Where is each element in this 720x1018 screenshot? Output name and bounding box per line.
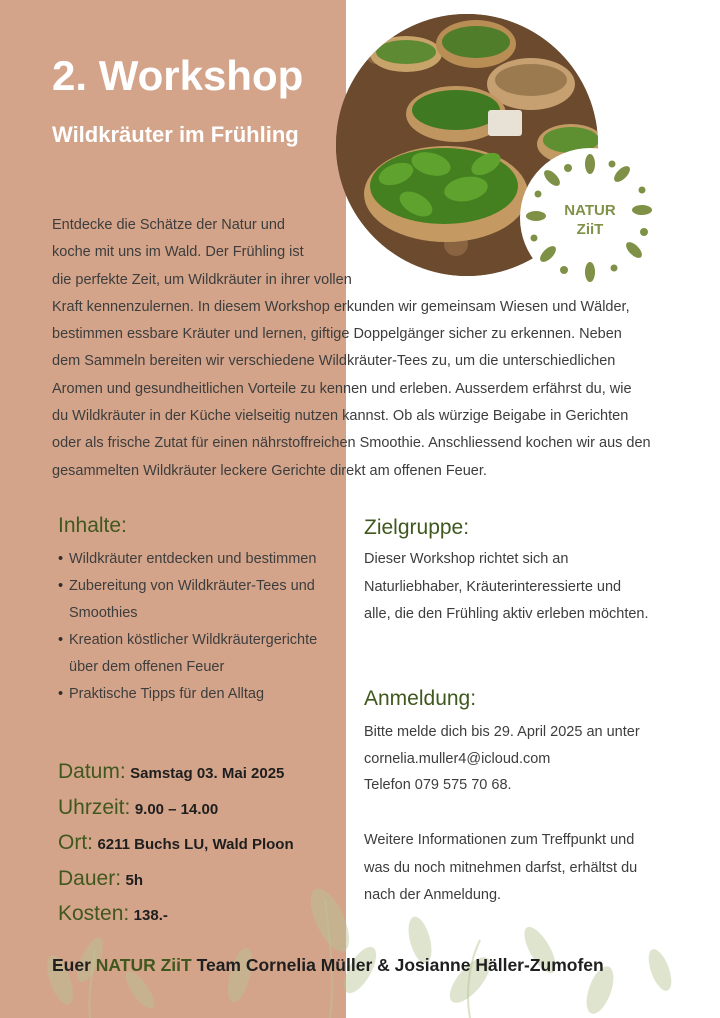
logo-text-natur: NATUR [564,202,616,219]
fact-value: Samstag 03. Mai 2025 [130,765,285,782]
anmeldung-text [364,719,694,799]
event-facts [58,760,294,938]
info-line: Weitere Informationen zum Treffpunkt und [364,832,635,848]
footer-brand: NATUR ZiiT [95,955,192,975]
intro-line: du Wildkräuter in der Küche vielseitig nutzen kannst. Ob als würzige Beigabe in Gerichten [52,408,629,425]
intro-line: Aromen und gesundheitlichen Vorteile zu kennen und erleben. Ausserdem erfährst du, wie [52,380,632,397]
fact-label: Ort: [58,831,93,854]
fact-value: 138.- [133,907,168,924]
footer-suffix: Team Cornelia Müller & Josianne Häller-Zumofen [191,955,604,975]
fact-datum [58,760,294,796]
intro-line: oder als frische Zutat für einen nährstoffreichen Smoothie. Anschliessend kochen wir aus den [52,435,651,452]
fact-dauer [58,867,294,903]
inhalte-list [58,546,348,708]
intro-line: gesammelten Wildkräuter leckere Gerichte direkt am offenen Feuer. [52,462,487,479]
fact-label: Datum: [58,760,126,783]
fact-label: Kosten: [58,902,130,925]
zielgruppe-line: Dieser Workshop richtet sich an [364,551,569,567]
footer-team-line [52,955,604,976]
fact-label: Dauer: [58,866,122,890]
page-title: 2. Workshop [52,52,304,99]
phone-line: Telefon 079 575 70 68. [364,777,512,793]
info-line: nach der Anmeldung. [364,887,502,903]
intro-line: bestimmen essbare Kräuter und lernen, giftige Doppelgänger sicher zu erkennen. Neben [52,326,622,343]
list-item: • Kreation köstlicher Wildkräutergerichte über dem offenen Feuer [58,627,348,681]
intro-line: dem Sammeln bereiten wir verschiedene Wildkräuter-Tees zu, um die unterschiedlichen [52,353,616,370]
list-item: • Zubereitung von Wildkräuter-Tees und Smoothies [58,573,348,627]
info-text [364,827,694,910]
footer-prefix: Euer [52,955,96,975]
intro-paragraph [52,212,672,485]
zielgruppe-heading: Zielgruppe: [364,516,470,539]
page-subtitle: Wildkräuter im Frühling [52,122,299,147]
intro-line: koche mit uns im Wald. Der Frühling ist [52,244,304,261]
list-item: • Wildkräuter entdecken und bestimmen [58,546,348,573]
fact-value: 6211 Buchs LU, Wald Ploon [97,836,294,853]
fact-value: 5h [125,871,143,889]
anmeldung-heading: Anmeldung: [364,687,477,710]
list-item: • Praktische Tipps für den Alltag [58,681,348,708]
fact-value: 9.00 – 14.00 [134,800,219,818]
fact-kosten [58,902,294,938]
email-link[interactable]: cornelia.muller4@icloud.com [364,750,551,767]
fact-uhrzeit [58,796,294,832]
zielgruppe-line: Naturliebhaber, Kräuterinteressierte und [364,578,622,595]
intro-line: Entdecke die Schätze der Natur und [52,217,285,233]
inhalte-heading: Inhalte: [58,514,127,537]
anmeldung-line: Bitte melde dich bis 29. April 2025 an unter [364,724,640,740]
info-line: was du noch mitnehmen darfst, erhältst du [364,859,638,876]
fact-label: Uhrzeit: [58,795,131,819]
zielgruppe-line: alle, die den Frühling aktiv erleben möchten. [364,606,649,622]
logo-text-ziit: ZiiT [576,221,604,238]
intro-line: Kraft kennenzulernen. In diesem Workshop erkunden wir gemeinsam Wiesen und Wälder, [52,298,630,315]
intro-line: die perfekte Zeit, um Wildkräuter in ihrer vollen [52,271,352,288]
zielgruppe-text [364,546,694,629]
fact-ort [58,831,294,867]
